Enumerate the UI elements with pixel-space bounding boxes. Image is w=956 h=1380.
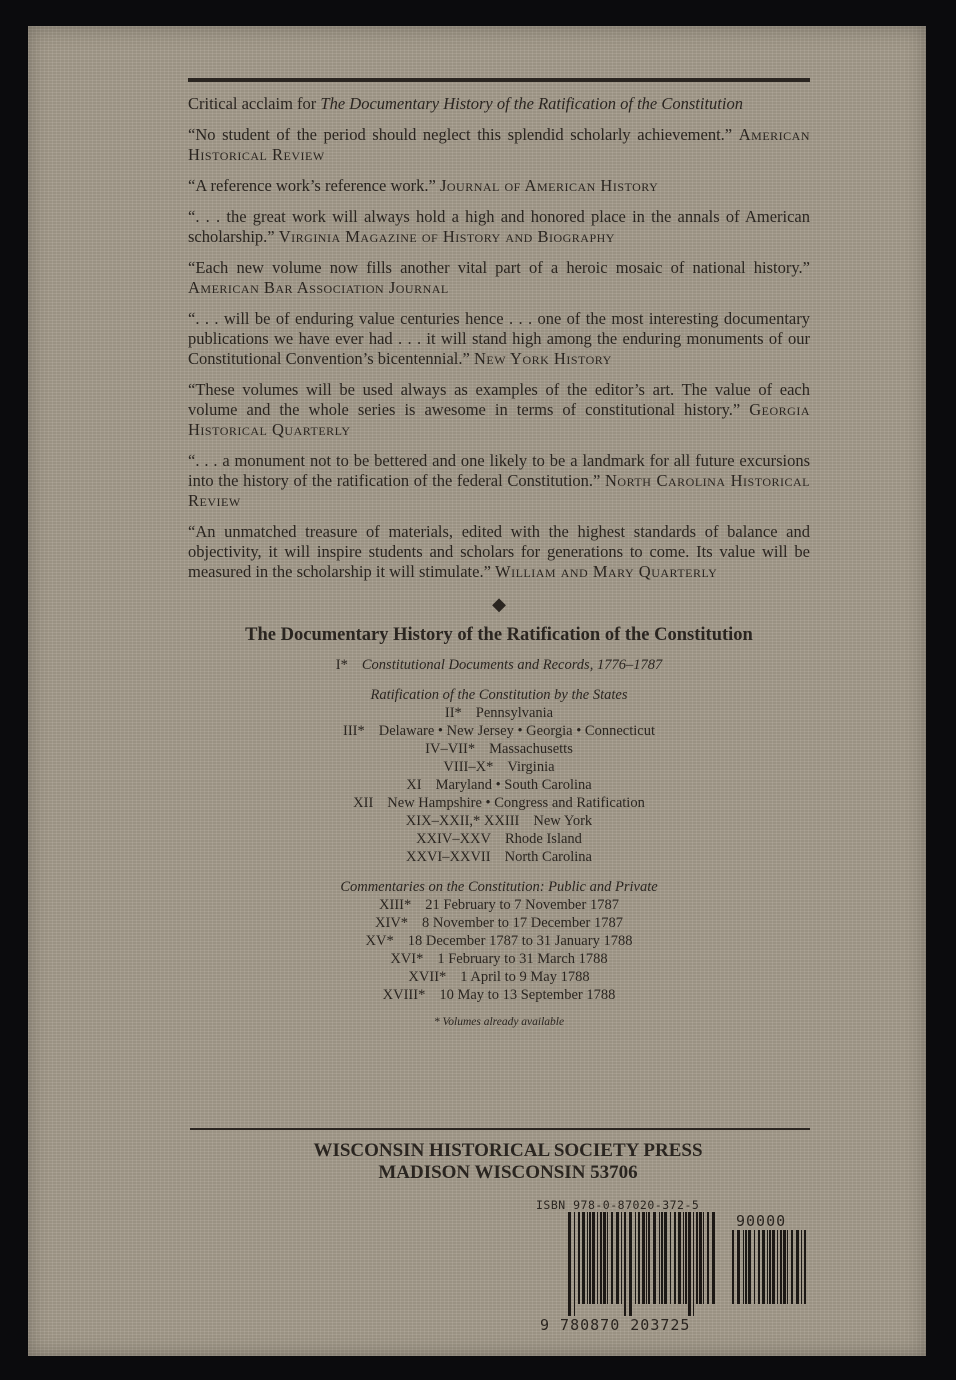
volume-row xyxy=(188,896,810,914)
quote-text: “. . . the great work will always hold a high and honored place in the annals of American scholarship.” xyxy=(188,207,810,246)
volume-desc: 8 November to 17 December 1787 xyxy=(422,915,623,931)
volume-row xyxy=(188,986,810,1004)
review-quote xyxy=(188,176,810,196)
states-group-title: Ratification of the Constitution by the States xyxy=(370,687,628,703)
volume-number: XIX–XXII,* XXIII xyxy=(405,813,520,829)
quote-source: Georgia Historical Quarterly xyxy=(188,400,811,439)
volume-number: XVIII* xyxy=(382,987,426,1003)
volume-desc: Delaware • New Jersey • Georgia • Connecticut xyxy=(378,723,655,739)
volume-number: IV–VII* xyxy=(425,741,476,757)
volume-desc: 10 May to 13 September 1788 xyxy=(439,987,616,1003)
acclaim-heading xyxy=(188,94,810,114)
volume-desc: North Carolina xyxy=(504,849,592,865)
volume-desc: Virginia xyxy=(507,759,555,775)
volume-row xyxy=(188,722,810,740)
volume-desc: New York xyxy=(533,813,593,829)
quote-text: “An unmatched treasure of materials, edited with the highest standards of balance and objectivity, it will inspire students and scholars for generations to come. Its value will be measured in the scholarship it will stimulate.” xyxy=(188,522,810,581)
quote-source: Journal of American History xyxy=(439,176,659,195)
volume-desc: Maryland • South Carolina xyxy=(435,777,592,793)
quote-source: American Historical Review xyxy=(188,125,811,164)
volume-desc: 1 February to 31 March 1788 xyxy=(437,951,608,967)
ean-barcode-icon xyxy=(568,1212,718,1316)
quote-text: “No student of the period should neglect this splendid scholarly achievement.” xyxy=(188,125,733,144)
review-quote xyxy=(188,258,810,298)
publisher-address: MADISON WISCONSIN 53706 xyxy=(378,1162,638,1183)
quote-source: American Bar Association Journal xyxy=(188,278,449,297)
volume-row xyxy=(188,950,810,968)
volume-row xyxy=(188,812,810,830)
volume-row xyxy=(188,776,810,794)
quote-source: Virginia Magazine of History and Biography xyxy=(278,227,615,246)
volume-number: I* xyxy=(335,657,348,673)
quote-text: “. . . a monument not to be bettered and one likely to be a landmark for all future excursions into the history of the ratification of the federal Constitution.” xyxy=(188,451,810,490)
ean-digits: 9 780870 203725 xyxy=(540,1316,691,1334)
volume-number: XVII* xyxy=(408,969,447,985)
diamond-ornament-icon: ◆ xyxy=(492,594,506,614)
volume-number: II* xyxy=(444,705,462,721)
volume-number: XV* xyxy=(365,933,394,949)
volume-row xyxy=(188,848,810,866)
review-quote xyxy=(188,451,810,511)
book-back-cover xyxy=(28,26,926,1356)
volume-row xyxy=(188,968,810,986)
quote-text: “A reference work’s reference work.” xyxy=(188,176,436,195)
volume-row xyxy=(188,740,810,758)
commentaries-group-title: Commentaries on the Constitution: Public and Private xyxy=(340,879,658,895)
quote-text: “These volumes will be used always as examples of the editor’s art. The value of each volume and the whole series is awesome in terms of constitutional history.” xyxy=(188,380,810,419)
publisher-name: WISCONSIN HISTORICAL SOCIETY PRESS xyxy=(313,1140,703,1161)
review-quote xyxy=(188,207,810,247)
cover-text-block xyxy=(188,78,810,1028)
acclaim-title: The Documentary History of the Ratification of the Constitution xyxy=(320,94,743,113)
review-quote xyxy=(188,522,810,582)
addon-barcode-icon xyxy=(732,1230,806,1316)
quote-source: New York History xyxy=(473,349,612,368)
isbn-text: ISBN 978-0-87020-372-5 xyxy=(536,1198,700,1212)
volume-number: XIV* xyxy=(375,915,409,931)
volume-number: XII xyxy=(353,795,374,811)
volume-desc: 1 April to 9 May 1788 xyxy=(460,969,590,985)
volume-row xyxy=(188,758,810,776)
series-title: The Documentary History of the Ratification of the Constitution xyxy=(245,625,753,645)
volume-desc: Pennsylvania xyxy=(475,705,554,721)
quote-source: North Carolina Historical Review xyxy=(188,471,811,510)
volume-number: VIII–X* xyxy=(443,759,494,775)
review-quote xyxy=(188,380,810,440)
top-rule xyxy=(188,78,810,82)
review-quote xyxy=(188,309,810,369)
review-quote xyxy=(188,125,810,165)
states-volume-list xyxy=(188,704,810,866)
commentaries-volume-list xyxy=(188,896,810,1004)
price-addon-number: 90000 xyxy=(736,1212,787,1230)
volume-number: XI xyxy=(406,777,422,793)
quote-text: “Each new volume now fills another vital part of a heroic mosaic of national history.” xyxy=(188,258,810,277)
volume-desc: Rhode Island xyxy=(505,831,582,847)
availability-note: * Volumes already available xyxy=(433,1016,565,1028)
publisher-block xyxy=(190,1140,826,1184)
volume-desc: 21 February to 7 November 1787 xyxy=(425,897,619,913)
volume-desc: Massachusetts xyxy=(489,741,573,757)
volume-desc: Constitutional Documents and Records, 1776–1787 xyxy=(361,657,663,673)
quote-text: “. . . will be of enduring value centuries hence . . . one of the most interesting documentary publications we have ever had . . . it will stand high among the enduring monuments of our Constitutional Convention’s bicentennial.” xyxy=(188,309,810,368)
volume-row xyxy=(188,656,810,674)
bottom-rule xyxy=(190,1128,810,1130)
acclaim-prefix: Critical acclaim for xyxy=(188,94,317,113)
volume-number: XVI* xyxy=(390,951,424,967)
volume-row xyxy=(188,932,810,950)
volume-row xyxy=(188,830,810,848)
quotes-list xyxy=(188,125,810,582)
volume-row xyxy=(188,704,810,722)
volume-number: XXIV–XXV xyxy=(416,831,491,847)
quote-source: William and Mary Quarterly xyxy=(495,562,718,581)
volume-row xyxy=(188,914,810,932)
volume-desc: New Hampshire • Congress and Ratification xyxy=(387,795,645,811)
volume-row xyxy=(188,794,810,812)
volume-number: XXVI–XXVII xyxy=(406,849,491,865)
volume-desc: 18 December 1787 to 31 January 1788 xyxy=(407,933,633,949)
volume-number: XIII* xyxy=(379,897,412,913)
volume-number: III* xyxy=(342,723,365,739)
